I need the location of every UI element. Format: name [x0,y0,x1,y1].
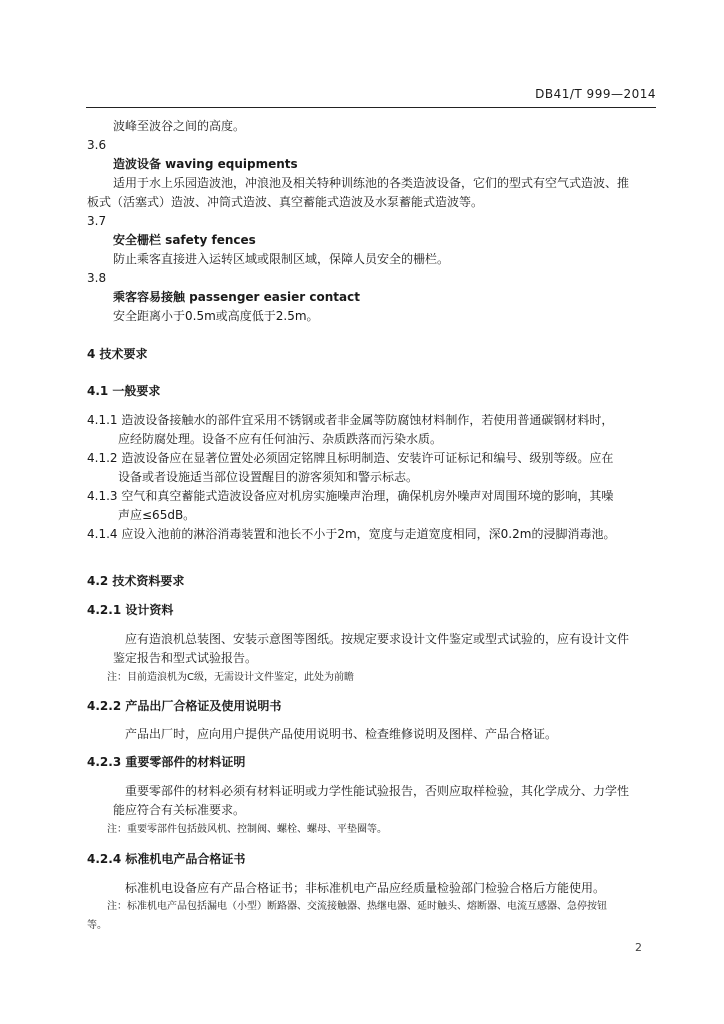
clause-heading: 4.2.1 设计资料 [87,603,174,617]
term-title: 安全栅栏 safety fences [113,233,256,247]
note: 注：标准机电产品包括漏电（小型）断路器、交流接触器、热继电器、延时触头、熔断器、电流互感器、急停按钮 [107,901,607,912]
text-line: 安全距离小于0.5m或高度低于2.5m。 [113,309,319,323]
text-line: 鉴定报告和型式试验报告。 [113,651,258,665]
text-line: 声应≤65dB。 [118,508,196,522]
term-title: 造波设备 waving equipments [113,157,298,171]
note: 注：目前造浪机为C级，无需设计文件鉴定，此处为前瞻 [107,672,354,683]
clause-heading: 4.2.2 产品出厂合格证及使用说明书 [87,699,282,713]
clause-heading: 4.2.4 标准机电产品合格证书 [87,852,246,866]
clause-text: 4.1.4 应设入池前的淋浴消毒装置和池长不小于2m，宽度与走道宽度相同，深0.2m的浸脚消毒池。 [87,527,616,541]
text-line: 板式（活塞式）造波、冲筒式造波、真空蓄能式造波及水泵蓄能式造波等。 [87,195,484,209]
note: 等。 [87,920,107,931]
text-line: 适用于水上乐园造波池，冲浪池及相关特种训练池的各类造波设备，它们的型式有空气式造波、推 [113,176,630,190]
section-heading: 4 技术要求 [87,347,148,361]
term-number: 3.8 [87,271,107,285]
term-number: 3.6 [87,138,107,152]
subsection-heading: 4.2 技术资料要求 [87,574,185,588]
clause-heading: 4.2.3 重要零部件的材料证明 [87,755,246,769]
text-line: 重要零部件的材料必须有材料证明或力学性能试验报告，否则应取样检验，其化学成分、力学性 [125,784,630,798]
text-line: 能应符合有关标准要求。 [113,803,246,817]
clause-text: 4.1.2 造波设备应在显著位置处必须固定铭牌且标明制造、安装许可证标记和编号、级别等级。应在 [87,451,614,465]
clause-text: 4.1.3 空气和真空蓄能式造波设备应对机房实施噪声治理，确保机房外噪声对周围环境的影响，其噪 [87,489,614,503]
header-rule [86,107,656,108]
page-number: 2 [635,941,642,954]
subsection-heading: 4.1 一般要求 [87,384,161,398]
term-title: 乘客容易接触 passenger easier contact [113,290,360,304]
text-line: 设备或者设施适当部位设置醒目的游客须知和警示标志。 [118,470,419,484]
text-line: 应经防腐处理。设备不应有任何油污、杂质跌落而污染水质。 [118,432,443,446]
text-line: 防止乘客直接进入运转区域或限制区域，保障人员安全的栅栏。 [113,252,450,266]
text-line: 应有造浪机总装图、安装示意图等图纸。按规定要求设计文件鉴定或型式试验的，应有设计文件 [125,632,630,646]
standard-code: DB41/T 999—2014 [535,87,656,101]
text-line: 标准机电设备应有产品合格证书；非标准机电产品应经质量检验部门检验合格后方能使用。 [125,881,606,895]
note: 注：重要零部件包括鼓风机、控制阀、螺栓、螺母、平垫圈等。 [107,824,387,835]
term-number: 3.7 [87,214,107,228]
text-line: 波峰至波谷之间的高度。 [113,119,246,133]
clause-text: 4.1.1 造波设备接触水的部件宜采用不锈钢或者非金属等防腐蚀材料制作，若使用普通碳钢材料时， [87,413,614,427]
text-line: 产品出厂时，应向用户提供产品使用说明书、检查维修说明及图样、产品合格证。 [125,727,558,741]
